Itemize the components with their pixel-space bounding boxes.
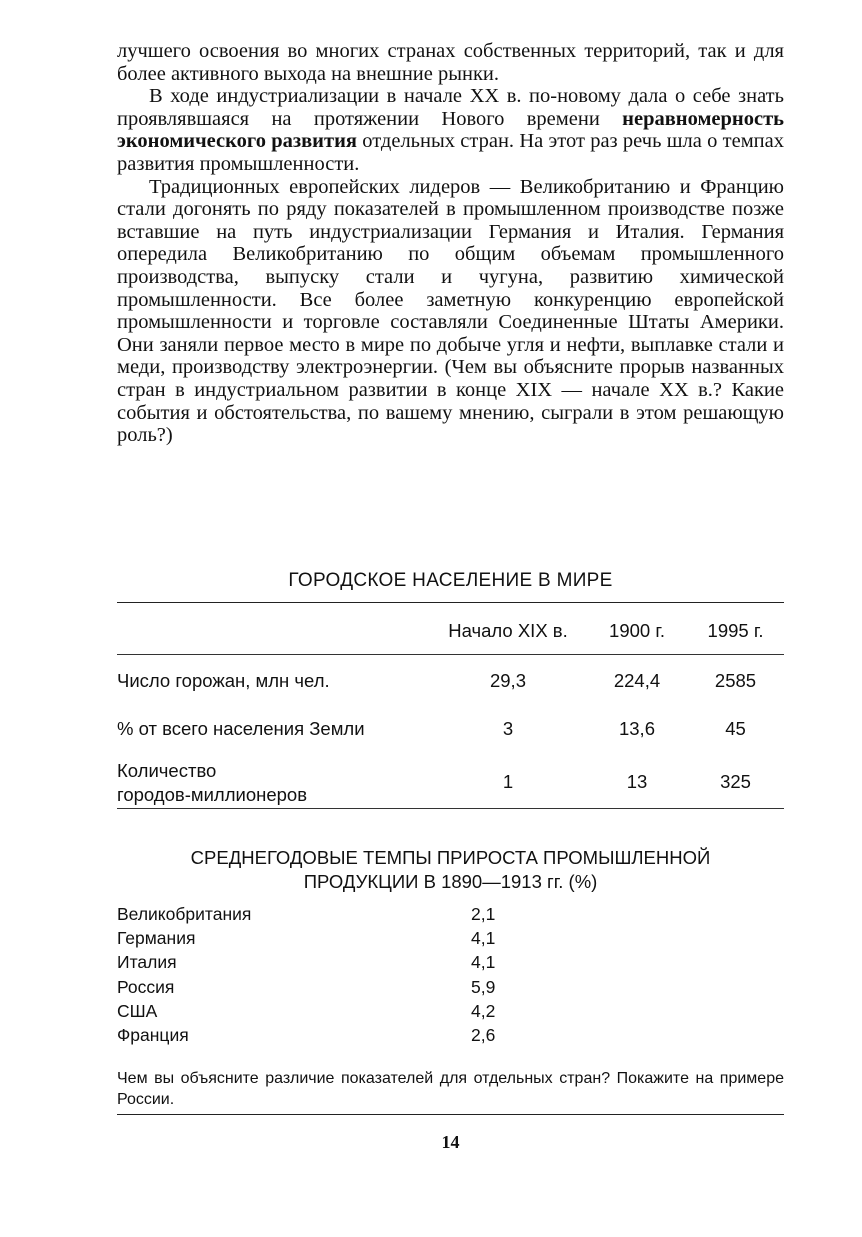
question-bottom-rule	[117, 1114, 784, 1115]
list-item	[117, 904, 517, 928]
paragraph-2-text-a: В ходе индустриализации в начале XX в. по-новому дала о себе знать проявлявшаяся на протяжении Нового времени	[117, 85, 784, 130]
growth-table	[117, 904, 517, 1049]
urban-table-top-rule	[117, 602, 784, 603]
table-row	[117, 670, 784, 710]
growth-value: 4,1	[471, 928, 496, 949]
table-row	[117, 718, 784, 758]
country-name: Великобритания	[117, 904, 252, 924]
growth-table-title-line-1: СРЕДНЕГОДОВЫЕ ТЕМПЫ ПРИРОСТА ПРОМЫШЛЕННОЙ	[190, 847, 711, 868]
list-item	[117, 952, 517, 976]
growth-value: 2,6	[471, 1024, 496, 1045]
row-value: 13	[626, 771, 648, 792]
paragraph-1-text: лучшего освоения во многих странах собственных территорий, так и для более активного выхода на внешние рынки.	[117, 40, 784, 85]
row-value: 325	[720, 771, 751, 792]
urban-table-header-col-1: Начало XIX в.	[448, 620, 568, 641]
paragraph-3-text: Традиционных европейских лидеров — Великобританию и Францию стали догонять по ряду показателей в промышленном производстве позже вставшие на путь индустриализации Германия и Италия. Германия опередила Великобританию по общим объемам промышленного производства, выпуску стали и чугуна, развитию химической промышленности. Все более заметную конкуренцию европейской промышленности и торговле составляли Соединенные Штаты Америки. Они заняли первое место в мире по добыче угля и нефти, выплавке стали и меди, производству электроэнергии. (Чем вы объясните прорыв названных стран в индустриальном развитии в конце XIX — начале XX в.? Какие события и обстоятельства, по вашему мнению, сыграли в этом решающую роль?)	[117, 175, 784, 447]
row-label	[117, 759, 417, 807]
country-name: Италия	[117, 952, 177, 973]
review-question: Чем вы объясните различие показателей для отдельных стран? Покажите на примере России.	[117, 1070, 784, 1108]
growth-value: 4,2	[471, 1000, 496, 1021]
row-value: 1	[502, 771, 514, 792]
row-value: 2585	[714, 670, 757, 691]
list-item	[117, 1001, 517, 1025]
paragraph-2-text-b: отдельных стран. На этот раз речь шла о темпах развития промышленности.	[117, 130, 784, 175]
list-item	[117, 977, 517, 1001]
paragraph-3	[117, 176, 784, 447]
paragraph-2-bold-term: неравномерность экономического развития	[117, 107, 784, 153]
urban-table-header-col-3: 1995 г.	[707, 620, 764, 641]
paragraph-1	[117, 40, 784, 85]
row-label: Число горожан, млн чел.	[117, 670, 330, 691]
country-name: Франция	[117, 1024, 189, 1045]
urban-table-title: ГОРОДСКОЕ НАСЕЛЕНИЕ В МИРЕ	[288, 570, 613, 591]
row-value: 13,6	[618, 718, 655, 739]
table-row	[117, 759, 784, 819]
list-item	[117, 928, 517, 952]
row-value: 29,3	[489, 670, 526, 691]
country-name: США	[117, 1000, 158, 1021]
row-value: 3	[502, 718, 514, 739]
growth-value: 5,9	[471, 976, 496, 997]
urban-table-header-col-2: 1900 г.	[609, 620, 665, 641]
growth-value: 4,1	[471, 952, 496, 973]
row-label-line-1: Количество	[117, 760, 217, 781]
row-value: 45	[725, 718, 746, 739]
country-name: Германия	[117, 928, 196, 949]
textbook-page	[117, 40, 784, 1152]
growth-table-title	[117, 846, 784, 894]
urban-table-bottom-rule	[117, 808, 784, 809]
country-name: Россия	[117, 976, 175, 997]
growth-value: 2,1	[471, 904, 496, 924]
row-label-line-2: городов-миллионеров	[117, 784, 308, 805]
row-value: 224,4	[613, 670, 661, 691]
urban-table-header-rule	[117, 654, 784, 655]
growth-table-title-line-2: ПРОДУКЦИИ В 1890—1913 гг. (%)	[303, 871, 598, 892]
row-label: % от всего населения Земли	[117, 718, 365, 739]
page-number: 14	[441, 1132, 460, 1152]
paragraph-2	[117, 85, 784, 175]
list-item	[117, 1025, 517, 1049]
